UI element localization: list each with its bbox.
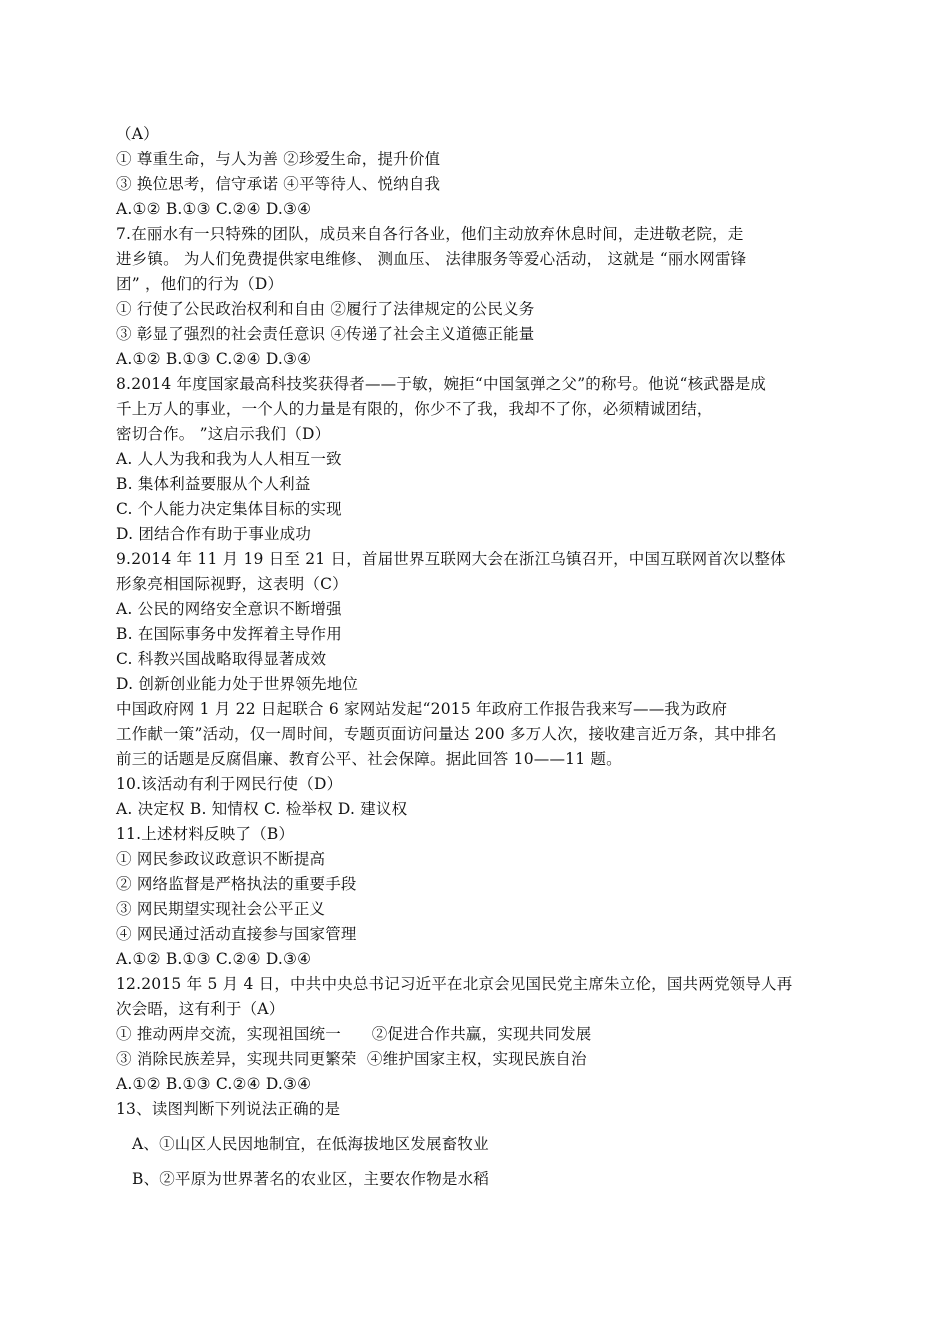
text-line: 前三的话题是反腐倡廉、教育公平、社会保障。据此回答 10——11 题。 bbox=[116, 750, 622, 768]
text-line: 密切合作。 ”这启示我们（D） bbox=[116, 425, 331, 443]
text-line: ③ 彰显了强烈的社会责任意识 ④传递了社会主义道德正能量 bbox=[116, 325, 535, 343]
text-line: B. 在国际事务中发挥着主导作用 bbox=[116, 625, 342, 643]
text-line: B. 集体利益要服从个人利益 bbox=[116, 475, 311, 493]
text-line: 工作献一策”活动，仅一周时间，专题页面访问量达 200 多万人次，接收建言近万条，其中排名 bbox=[116, 725, 777, 743]
text-line: D. 创新创业能力处于世界领先地位 bbox=[116, 675, 359, 693]
text-line: A. 公民的网络安全意识不断增强 bbox=[116, 600, 342, 618]
text-line: A、①山区人民因地制宜，在低海拔地区发展畜牧业 bbox=[132, 1135, 489, 1153]
text-line: A.①② B.①③ C.②④ D.③④ bbox=[116, 200, 312, 218]
text-line: ③ 消除民族差异，实现共同更繁荣 ④维护国家主权，实现民族自治 bbox=[116, 1050, 587, 1068]
text-line: D. 团结合作有助于事业成功 bbox=[116, 525, 312, 543]
text-line: ① 尊重生命，与人为善 ②珍爱生命，提升价值 bbox=[116, 150, 441, 168]
text-line: ③ 换位思考，信守承诺 ④平等待人、悦纳自我 bbox=[116, 175, 441, 193]
text-line: （A） bbox=[116, 125, 159, 143]
text-line: ④ 网民通过活动直接参与国家管理 bbox=[116, 925, 357, 943]
text-line: C. 科教兴国战略取得显著成效 bbox=[116, 650, 327, 668]
text-line: 次会晤，这有利于（A） bbox=[116, 1000, 285, 1018]
text-line: 11.上述材料反映了（B） bbox=[116, 825, 295, 843]
text-line: ① 推动两岸交流，实现祖国统一 ②促进合作共赢，实现共同发展 bbox=[116, 1025, 592, 1043]
text-line: 团” ，他们的行为（D） bbox=[116, 275, 284, 293]
text-line: 9.2014 年 11 月 19 日至 21 日，首届世界互联网大会在浙江乌镇召开，中国互联网首次以整体 bbox=[116, 550, 786, 568]
text-line: 12.2015 年 5 月 4 日，中共中央总书记习近平在北京会见国民党主席朱立伦，国共两党领导人再 bbox=[116, 975, 793, 993]
text-line: 形象亮相国际视野，这表明（C） bbox=[116, 575, 348, 593]
text-line: ① 行使了公民政治权利和自由 ②履行了法律规定的公民义务 bbox=[116, 300, 535, 318]
text-line: B、②平原为世界著名的农业区，主要农作物是水稻 bbox=[132, 1170, 489, 1188]
text-line: A.①② B.①③ C.②④ D.③④ bbox=[116, 350, 312, 368]
text-line: 8.2014 年度国家最高科技奖获得者——于敏，婉拒“中国氢弹之父”的称号。他说“核武器是成 bbox=[116, 375, 767, 393]
text-line: ① 网民参政议政意识不断提高 bbox=[116, 850, 326, 868]
text-line: 千上万人的事业，一个人的力量是有限的，你少不了我，我却不了你，必须精诚团结， bbox=[116, 400, 713, 418]
text-line: ③ 网民期望实现社会公平正义 bbox=[116, 900, 326, 918]
text-line: 13、读图判断下列说法正确的是 bbox=[116, 1100, 341, 1118]
text-line: A. 决定权 B. 知情权 C. 检举权 D. 建议权 bbox=[116, 800, 408, 818]
text-line: A.①② B.①③ C.②④ D.③④ bbox=[116, 1075, 312, 1093]
text-line: ② 网络监督是严格执法的重要手段 bbox=[116, 875, 357, 893]
text-line: 10.该活动有利于网民行使（D） bbox=[116, 775, 343, 793]
text-line: 进乡镇。 为人们免费提供家电维修、 测血压、 法律服务等爱心活动， 这就是 “丽水网雷锋 bbox=[116, 250, 747, 268]
text-line: 中国政府网 1 月 22 日起联合 6 家网站发起“2015 年政府工作报告我来写——我为政府 bbox=[116, 700, 728, 718]
text-line: 7.在丽水有一只特殊的团队，成员来自各行各业，他们主动放弃休息时间，走进敬老院，走 bbox=[116, 225, 744, 243]
text-line: A. 人人为我和我为人人相互一致 bbox=[116, 450, 342, 468]
text-line: C. 个人能力决定集体目标的实现 bbox=[116, 500, 342, 518]
text-line: A.①② B.①③ C.②④ D.③④ bbox=[116, 950, 312, 968]
